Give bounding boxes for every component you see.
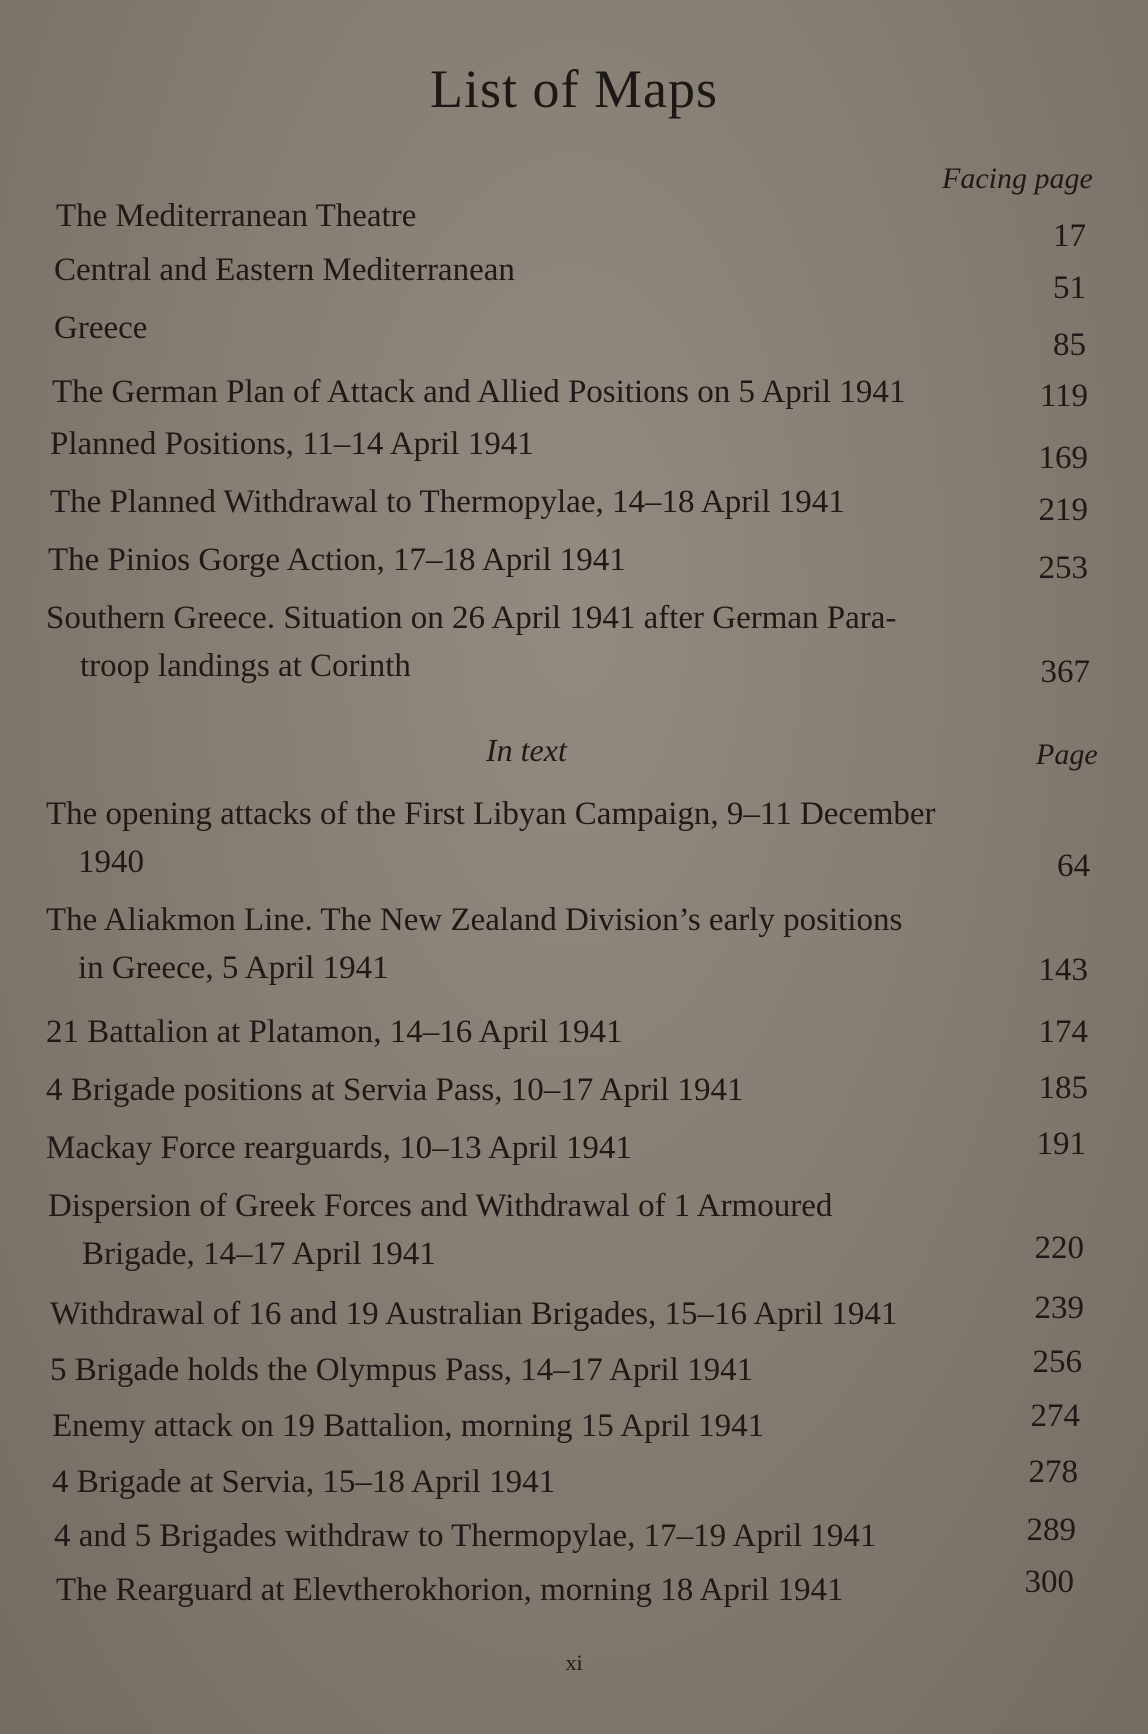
entry-page: 191 (1036, 1126, 1086, 1162)
entry-title-continuation: 1940 (78, 844, 144, 880)
entry-page: 367 (1040, 654, 1090, 690)
entry-title: Dispersion of Greek Forces and Withdrawal of 1 Armoured (48, 1188, 833, 1224)
entry-page: 169 (1038, 440, 1088, 476)
entry-title: The Rearguard at Elevtherokhorion, morning 18 April 1941 (56, 1572, 844, 1608)
entry-title: The Aliakmon Line. The New Zealand Division’s early positions (46, 902, 903, 938)
page-number: xi (565, 1650, 583, 1675)
entry-title: Planned Positions, 11–14 April 1941 (50, 426, 534, 462)
facing-page-column-header: Facing page (942, 162, 1093, 195)
entry-title: Greece (54, 310, 148, 346)
entry-page: 64 (1057, 848, 1090, 884)
entry-title-continuation: troop landings at Corinth (80, 648, 411, 684)
entry-page: 300 (1024, 1564, 1074, 1600)
entry-title: Mackay Force rearguards, 10–13 April 1941 (46, 1130, 632, 1166)
entry-page: 289 (1026, 1512, 1076, 1548)
entry-page: 253 (1038, 550, 1088, 586)
in-text-section-heading: In text (486, 732, 567, 768)
entry-page: 174 (1038, 1014, 1088, 1050)
entry-title: The Pinios Gorge Action, 17–18 April 1941 (48, 542, 626, 578)
entry-title-continuation: in Greece, 5 April 1941 (78, 950, 389, 986)
entry-page: 51 (1053, 270, 1086, 306)
entry-title: 5 Brigade holds the Olympus Pass, 14–17 April 1941 (50, 1352, 754, 1388)
entry-title: Southern Greece. Situation on 26 April 1941 after German Para- (46, 600, 897, 636)
entry-page: 278 (1028, 1454, 1078, 1490)
entry-title: Withdrawal of 16 and 19 Australian Brigades, 15–16 April 1941 (50, 1296, 898, 1332)
entry-page: 185 (1038, 1070, 1088, 1106)
entry-title: 4 and 5 Brigades withdraw to Thermopylae, 17–19 April 1941 (54, 1518, 877, 1554)
entry-page: 256 (1032, 1344, 1082, 1380)
entry-page: 85 (1053, 327, 1086, 363)
entry-title: Central and Eastern Mediterranean (54, 252, 515, 288)
entry-title-continuation: Brigade, 14–17 April 1941 (82, 1236, 436, 1272)
entry-title: The German Plan of Attack and Allied Positions on 5 April 1941 (52, 374, 906, 410)
entry-page: 239 (1034, 1290, 1084, 1326)
entry-title: 4 Brigade positions at Servia Pass, 10–17 April 1941 (46, 1072, 744, 1108)
page-column-header: Page (1036, 738, 1098, 771)
entry-title: The opening attacks of the First Libyan Campaign, 9–11 December (46, 796, 936, 832)
entry-page: 220 (1034, 1230, 1084, 1266)
entry-title: Enemy attack on 19 Battalion, morning 15 April 1941 (52, 1408, 765, 1444)
entry-page: 274 (1030, 1398, 1080, 1434)
entry-title: The Planned Withdrawal to Thermopylae, 14–18 April 1941 (50, 484, 845, 520)
entry-page: 17 (1053, 218, 1086, 254)
page-title: List of Maps (430, 59, 718, 119)
entry-page: 219 (1038, 492, 1088, 528)
entry-page: 119 (1039, 378, 1088, 414)
entry-title: 4 Brigade at Servia, 15–18 April 1941 (52, 1464, 556, 1500)
entry-page: 143 (1038, 952, 1088, 988)
entry-title: The Mediterranean Theatre (56, 198, 417, 234)
entry-title: 21 Battalion at Platamon, 14–16 April 1941 (46, 1014, 623, 1050)
